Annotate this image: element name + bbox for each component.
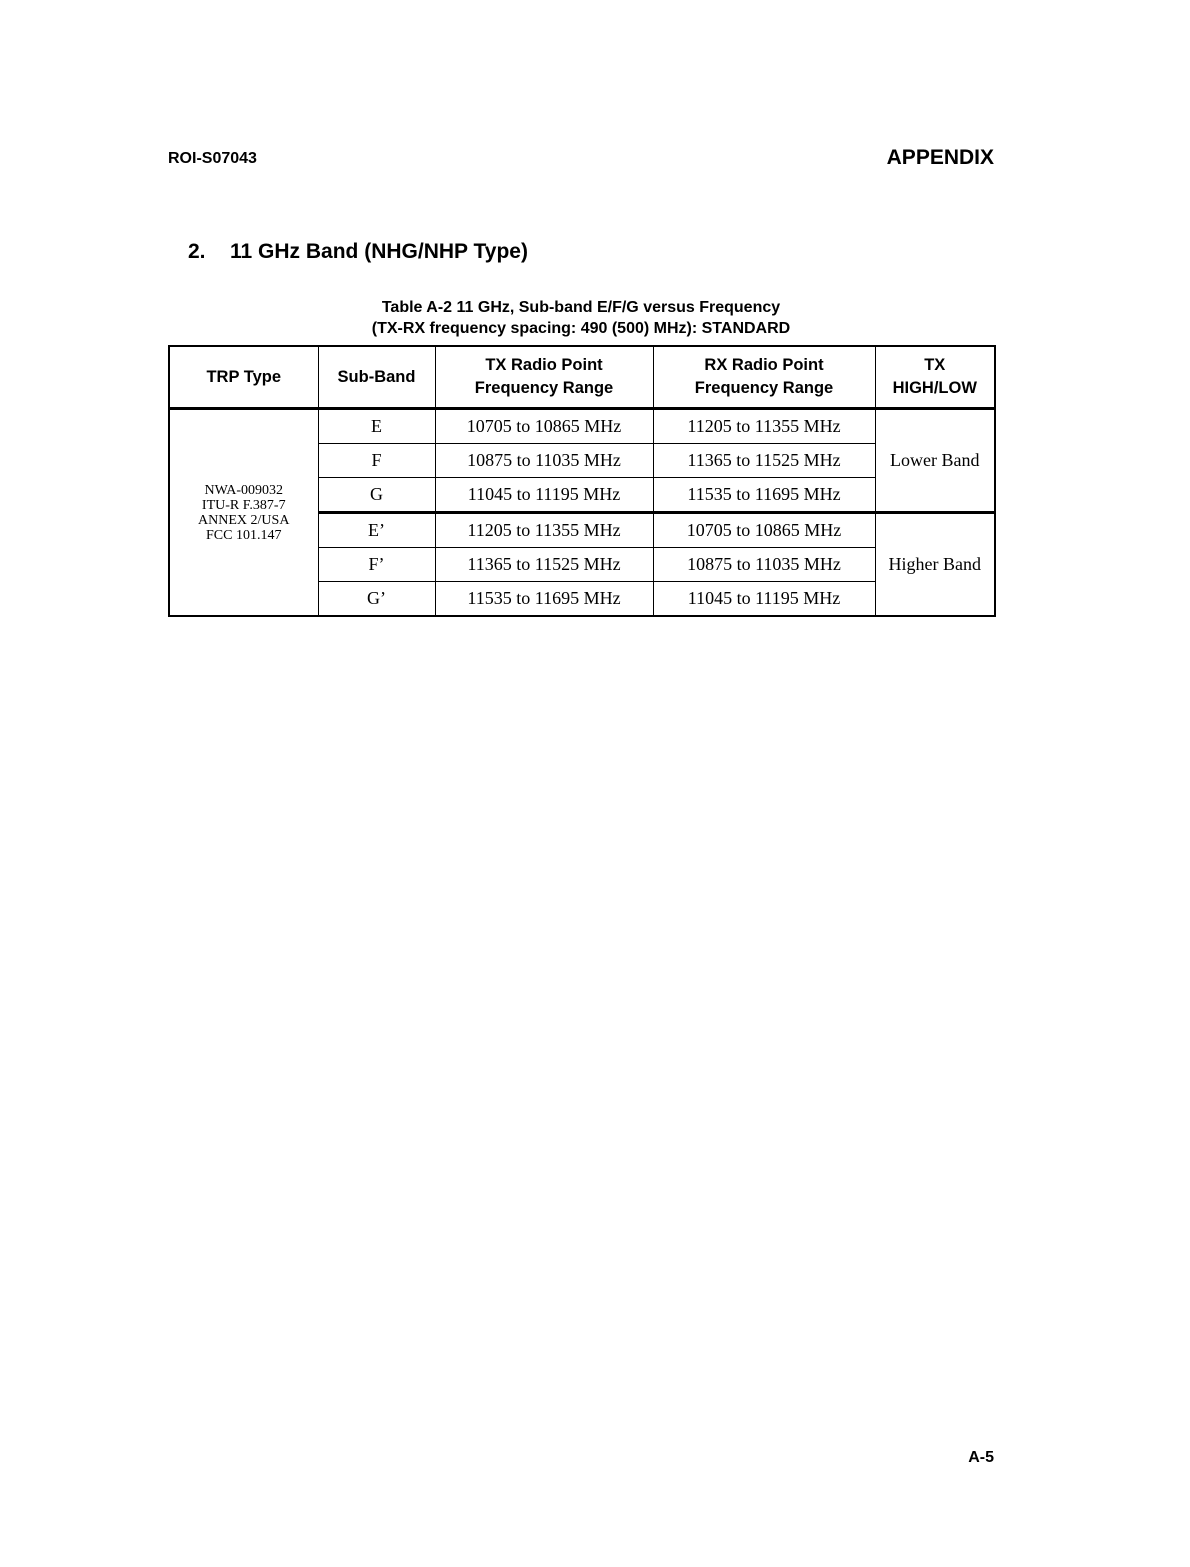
- sub-band-cell: G: [318, 478, 435, 513]
- rx-range-cell: 10875 to 11035 MHz: [653, 548, 875, 582]
- page-number: A-5: [968, 1449, 994, 1466]
- rx-range-cell: 11045 to 11195 MHz: [653, 582, 875, 617]
- header-trp-type: TRP Type: [169, 346, 318, 409]
- sub-band-cell: G’: [318, 582, 435, 617]
- header-rx-range-line1: RX Radio Point: [704, 356, 824, 374]
- rx-range-cell: 10705 to 10865 MHz: [653, 513, 875, 548]
- header-tx-high-low-line2: HIGH/LOW: [892, 379, 977, 397]
- section-heading: [188, 240, 528, 264]
- heading-title: 11 GHz Band (NHG/NHP Type): [230, 240, 528, 263]
- header-rx-range-line2: Frequency Range: [694, 379, 834, 397]
- tx-range-cell: 11045 to 11195 MHz: [435, 478, 653, 513]
- trp-type-line: NWA-009032: [204, 482, 284, 498]
- header-tx-high-low-line1: TX: [924, 356, 946, 374]
- sub-band-cell: E’: [318, 513, 435, 548]
- trp-type-line: FCC 101.147: [206, 527, 282, 543]
- band-cell-lower: Lower Band: [875, 409, 995, 513]
- sub-band-cell: E: [318, 409, 435, 444]
- band-cell-higher: Higher Band: [875, 513, 995, 617]
- table-caption-line1: Table A-2 11 GHz, Sub-band E/F/G versus Frequency: [381, 299, 781, 316]
- tx-range-cell: 11365 to 11525 MHz: [435, 548, 653, 582]
- header-tx-high-low: [875, 346, 995, 409]
- heading-number: 2.: [188, 240, 206, 263]
- table-caption-line2: (TX-RX frequency spacing: 490 (500) MHz): STANDARD: [371, 320, 791, 337]
- table-header-row: [169, 346, 995, 409]
- header-sub-band: Sub-Band: [318, 346, 435, 409]
- tx-range-cell: 10705 to 10865 MHz: [435, 409, 653, 444]
- sub-band-cell: F: [318, 444, 435, 478]
- rx-range-cell: 11365 to 11525 MHz: [653, 444, 875, 478]
- header-tx-range-line1: TX Radio Point: [485, 356, 603, 374]
- tx-range-cell: 10875 to 11035 MHz: [435, 444, 653, 478]
- table-row: [169, 409, 995, 444]
- header-tx-range: [435, 346, 653, 409]
- header-rx-range: [653, 346, 875, 409]
- rx-range-cell: 11205 to 11355 MHz: [653, 409, 875, 444]
- section-title: APPENDIX: [886, 146, 994, 169]
- document-id: ROI-S07043: [168, 150, 257, 167]
- header-tx-range-line2: Frequency Range: [474, 379, 614, 397]
- trp-type-line: ITU-R F.387-7: [201, 497, 286, 513]
- frequency-table: [168, 345, 996, 617]
- tx-range-cell: 11535 to 11695 MHz: [435, 582, 653, 617]
- trp-type-line: ANNEX 2/USA: [198, 512, 290, 528]
- tx-range-cell: 11205 to 11355 MHz: [435, 513, 653, 548]
- table-caption: [168, 297, 994, 339]
- trp-type-cell: [169, 409, 318, 617]
- sub-band-cell: F’: [318, 548, 435, 582]
- rx-range-cell: 11535 to 11695 MHz: [653, 478, 875, 513]
